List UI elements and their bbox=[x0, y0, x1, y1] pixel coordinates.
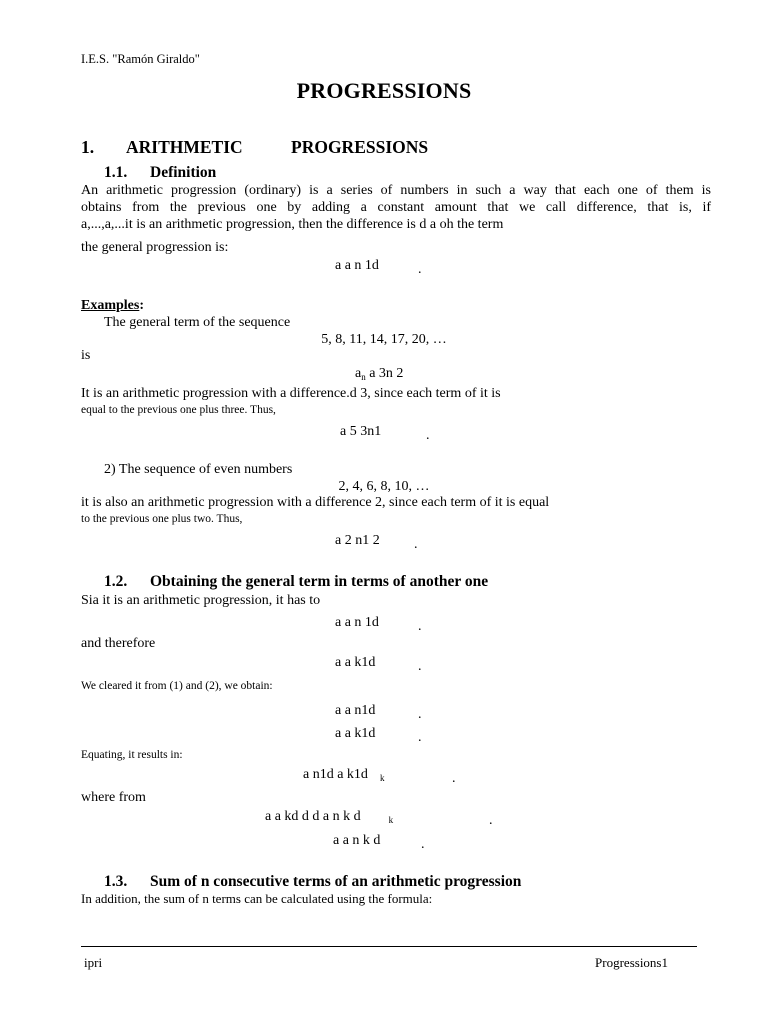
subsection-1-3-line-1: In addition, the sum of n terms can be calculated using the formula: bbox=[81, 891, 433, 906]
formula-1: a a n 1d bbox=[335, 615, 379, 630]
formula-5 bbox=[303, 767, 384, 783]
formula-general-term: a a n 1d bbox=[335, 258, 379, 273]
formula-dot: . bbox=[418, 262, 422, 277]
equating-line: Equating, it results in: bbox=[81, 749, 183, 761]
example-1-line: The general term of the sequence bbox=[104, 315, 291, 330]
formula-dot: . bbox=[421, 837, 425, 852]
definition-line-2: obtains from the previous one by adding a constant amount that we call difference, that is, if bbox=[81, 200, 711, 215]
subsection-number: 1.3. bbox=[104, 873, 128, 890]
subsection-1-1-heading bbox=[104, 164, 216, 182]
subsection-title: Obtaining the general term in terms of another one bbox=[150, 573, 489, 590]
example-2-description-2: to the previous one plus two. Thus, bbox=[81, 513, 243, 525]
formula-text: a 3n 2 bbox=[369, 366, 404, 381]
formula-example-1-result: a 5 3n1 bbox=[340, 424, 382, 439]
formula-4: a a k1d bbox=[335, 726, 376, 741]
footer-rule bbox=[81, 946, 697, 947]
formula-dot: . bbox=[426, 428, 430, 443]
and-therefore: and therefore bbox=[81, 636, 156, 651]
formula-3: a a n1d bbox=[335, 703, 376, 718]
subsection-1-2-heading bbox=[104, 573, 654, 591]
subsection-title: Sum of n consecutive terms of an arithmetic progression bbox=[150, 873, 522, 890]
subsection-title: Definition bbox=[150, 164, 217, 181]
page-title: PROGRESSIONS bbox=[296, 78, 472, 103]
formula-7: a a n k d bbox=[333, 833, 381, 848]
formula-subscript: k bbox=[388, 815, 394, 825]
example-2-sequence: 2, 4, 6, 8, 10, … bbox=[338, 479, 430, 494]
subsection-1-2-line-1: Sia it is an arithmetic progression, it has to bbox=[81, 593, 321, 608]
section-word-1: ARITHMETIC bbox=[126, 137, 243, 157]
formula-dot: . bbox=[418, 730, 422, 745]
formula-subscript: n bbox=[361, 372, 366, 382]
example-1-is: is bbox=[81, 348, 91, 363]
subsection-number: 1.1. bbox=[104, 164, 128, 181]
section-1-heading bbox=[81, 137, 428, 158]
formula-dot: . bbox=[489, 813, 493, 828]
section-number: 1. bbox=[81, 137, 95, 157]
formula-2: a a k1d bbox=[335, 655, 376, 670]
school-header: I.E.S. "Ramón Giraldo" bbox=[81, 52, 200, 66]
formula-dot: . bbox=[418, 659, 422, 674]
footer-left: ipri bbox=[84, 955, 103, 970]
formula-text: a n1d a k1d bbox=[303, 767, 368, 782]
example-1-description: It is an arithmetic progression with a difference.d 3, since each term of it is bbox=[81, 386, 501, 401]
example-2-description: it is also an arithmetic progression with a difference 2, since each term of it is equal bbox=[81, 495, 550, 510]
definition-line-3: a,...,a,...it is an arithmetic progression, then the difference is d a oh the term bbox=[81, 217, 504, 232]
examples-heading bbox=[81, 298, 144, 314]
subsection-number: 1.2. bbox=[104, 573, 128, 590]
formula-example-1: $a_n$ a 3n 2 bbox=[355, 366, 404, 382]
formula-dot: . bbox=[452, 771, 456, 786]
examples-label: Examples bbox=[81, 298, 140, 313]
footer-right: Progressions1 bbox=[595, 955, 668, 970]
formula-6 bbox=[265, 809, 393, 825]
formula-example-2-result: a 2 n1 2 bbox=[335, 533, 380, 548]
examples-colon: : bbox=[139, 298, 145, 313]
subsection-1-3-heading bbox=[104, 873, 692, 891]
definition-line-4: the general progression is: bbox=[81, 240, 229, 255]
cleared-line: We cleared it from (1) and (2), we obtain: bbox=[81, 680, 273, 692]
section-word-2: PROGRESSIONS bbox=[291, 137, 429, 157]
example-1-description-2: equal to the previous one plus three. Thus, bbox=[81, 404, 276, 416]
formula-dot: . bbox=[418, 707, 422, 722]
formula-dot: . bbox=[418, 619, 422, 634]
where-from: where from bbox=[81, 790, 146, 805]
formula-subscript: k bbox=[379, 773, 385, 783]
example-2-line: 2) The sequence of even numbers bbox=[104, 462, 293, 477]
definition-line-1: An arithmetic progression (ordinary) is a series of numbers in such a way that each one of them is bbox=[81, 183, 711, 198]
example-1-sequence: 5, 8, 11, 14, 17, 20, … bbox=[321, 332, 447, 347]
formula-text: a a kd d d a n k d bbox=[265, 809, 361, 824]
formula-dot: . bbox=[414, 537, 418, 552]
